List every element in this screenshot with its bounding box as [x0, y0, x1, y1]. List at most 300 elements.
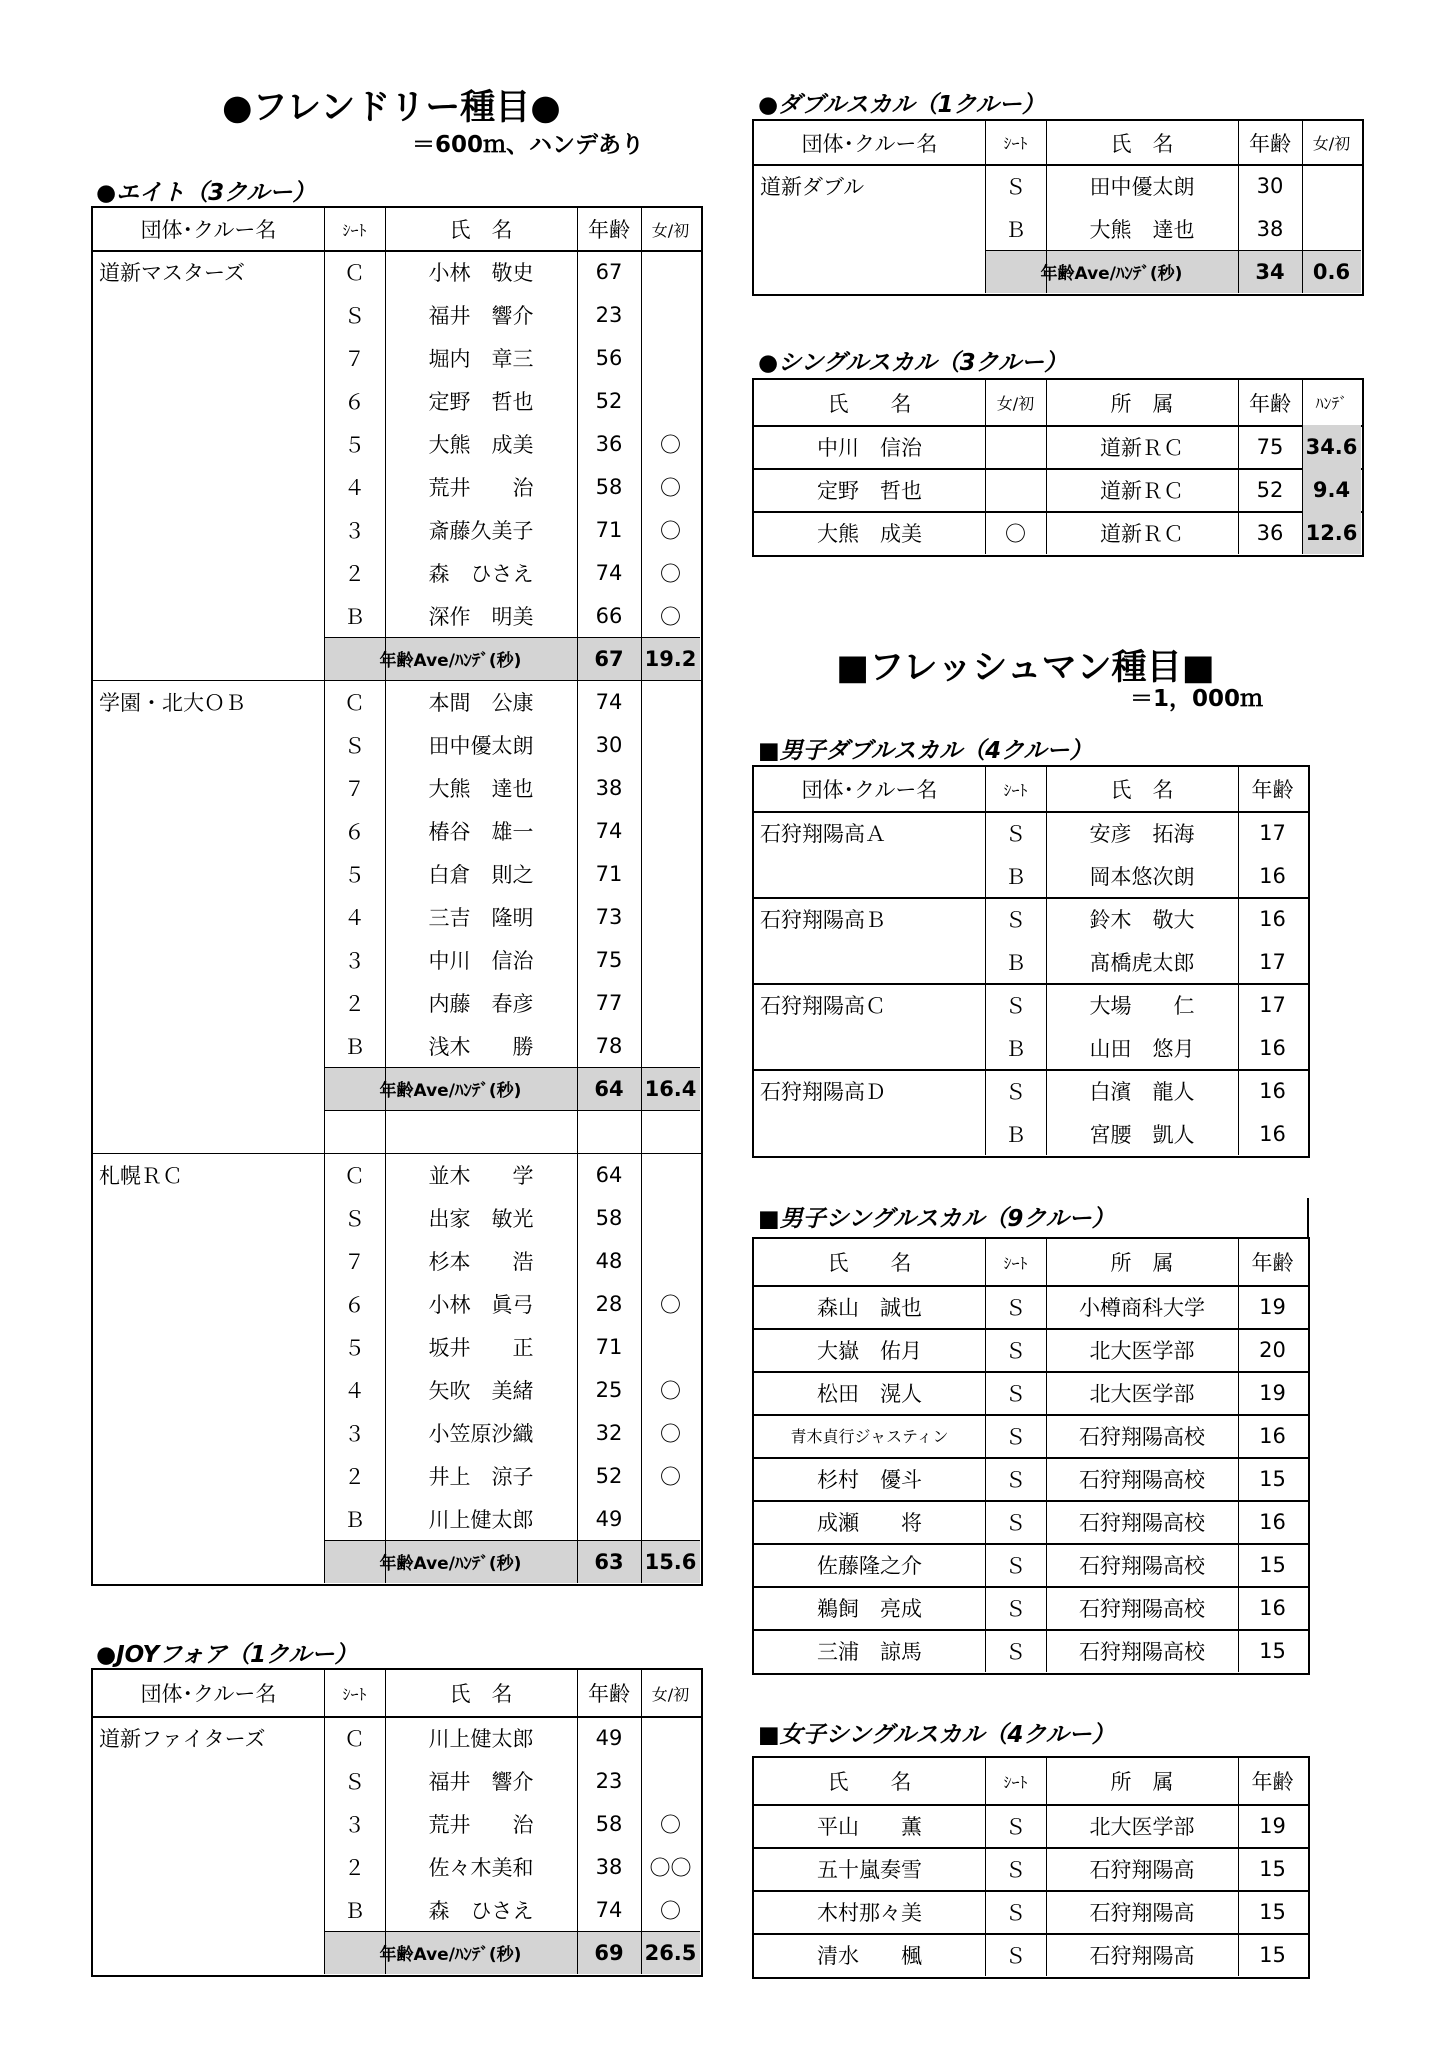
- eight-rower-name: 杉本 浩: [428, 1249, 534, 1274]
- eight-female-first: 〇: [660, 432, 681, 457]
- eight-seat: ４: [344, 475, 365, 500]
- eight-table: [91, 206, 703, 1586]
- joy-col-divider: [324, 1670, 325, 1974]
- men-double-rower-name: 安彦 拓海: [1089, 821, 1195, 846]
- eight-age: 58: [595, 474, 623, 499]
- eight-seat: ６: [344, 389, 365, 414]
- men-single-table: [752, 1237, 1310, 1675]
- joy-seat: ２: [344, 1855, 365, 1880]
- eight-header: ｼｰﾄ: [342, 220, 367, 240]
- eight-rower-name: 内藤 春彦: [428, 991, 534, 1016]
- women-single-club: 石狩翔陽高: [1089, 1857, 1195, 1882]
- men-single-age: 15: [1259, 1466, 1286, 1491]
- men-double-crew-name: 石狩翔陽高Ｄ: [760, 1079, 886, 1104]
- eight-rower-name: 坂井 正: [428, 1335, 534, 1360]
- double-header: 団体･クルー名: [801, 131, 938, 156]
- joy-rower-name: 福井 響介: [428, 1769, 534, 1794]
- eight-header: 氏 名: [449, 218, 513, 242]
- men-single-name: 大嶽 佑月: [817, 1338, 922, 1363]
- eight-rower-name: 並木 学: [428, 1163, 534, 1188]
- eight-ave-age: 64: [594, 1076, 624, 1101]
- eight-seat: Ｂ: [344, 1034, 365, 1059]
- eight-age: 78: [595, 1033, 623, 1058]
- single-age: 36: [1256, 520, 1284, 545]
- men-single-name: 青木貞行ジャスティン: [790, 1427, 949, 1446]
- eight-col-divider: [385, 208, 386, 1583]
- eight-crew-name: 道新マスターズ: [99, 260, 245, 285]
- single-name: 定野 哲也: [817, 478, 922, 503]
- single-female-first: 〇: [1005, 521, 1026, 546]
- men-single-col-divider: [985, 1239, 986, 1672]
- men-double-crew-name: 石狩翔陽高Ｂ: [760, 907, 886, 932]
- eight-seat: Ｓ: [344, 733, 365, 758]
- men-single-club: 石狩翔陽高校: [1079, 1553, 1205, 1578]
- joy-header: ｼｰﾄ: [342, 1684, 367, 1704]
- men-single-club: 北大医学部: [1089, 1381, 1195, 1406]
- eight-age: 66: [595, 603, 623, 628]
- men-single-age: 16: [1259, 1509, 1286, 1534]
- eight-age: 48: [595, 1248, 623, 1273]
- double-col-divider: [1046, 121, 1047, 293]
- eight-female-first: [641, 1196, 700, 1239]
- eight-age: 52: [595, 1463, 623, 1488]
- eight-female-first: 〇: [660, 475, 681, 500]
- double-header: ｼｰﾄ: [1003, 134, 1028, 153]
- men-double-header: 年齢: [1251, 778, 1294, 802]
- women-single-seat: Ｓ: [1005, 1943, 1026, 1968]
- joy-seat: Ｂ: [344, 1898, 365, 1923]
- men-double-header: ｼｰﾄ: [1003, 780, 1028, 800]
- men-single-club: 北大医学部: [1089, 1338, 1195, 1363]
- eight-age: 74: [595, 560, 623, 585]
- men-double-age: 16: [1259, 1078, 1286, 1103]
- eight-seat: ２: [344, 561, 365, 586]
- eight-header: 年齢: [588, 218, 630, 242]
- eight-female-first: [641, 723, 700, 766]
- eight-age: 74: [595, 818, 623, 843]
- eight-age: 58: [595, 1205, 623, 1230]
- double-seat: Ｂ: [1005, 217, 1026, 242]
- joy-age: 38: [595, 1854, 623, 1879]
- joy-female-first: [641, 1759, 700, 1802]
- men-single-seat: Ｓ: [1005, 1424, 1026, 1449]
- double-age: 38: [1256, 216, 1284, 241]
- men-double-rower-name: 大場 仁: [1089, 993, 1195, 1018]
- men-single-name: 三浦 諒馬: [817, 1639, 922, 1664]
- eight-seat: ７: [344, 346, 365, 371]
- eight-age: 38: [595, 775, 623, 800]
- men-single-name: 鵜飼 亮成: [817, 1596, 922, 1621]
- eight-section-label: ●エイト（3クルー）: [96, 180, 316, 206]
- eight-female-first: [641, 981, 700, 1024]
- single-age: 52: [1256, 477, 1284, 502]
- men-double-seat: Ｓ: [1005, 907, 1026, 932]
- double-seat: Ｓ: [1005, 174, 1026, 199]
- women-single-col-divider: [1046, 1758, 1047, 1976]
- eight-seat: ３: [344, 948, 365, 973]
- men-double-age: 17: [1259, 949, 1286, 974]
- women-single-header: 所 属: [1110, 1770, 1174, 1794]
- eight-header: 女/初: [651, 220, 690, 240]
- joy-rower-name: 佐々木美和: [428, 1855, 534, 1880]
- men-single-age: 15: [1259, 1638, 1286, 1663]
- men-single-club: 石狩翔陽高校: [1079, 1510, 1205, 1535]
- women-single-name: 平山 薫: [817, 1814, 922, 1839]
- single-age: 75: [1256, 434, 1284, 459]
- eight-rower-name: 小笠原沙織: [428, 1421, 534, 1446]
- men-double-seat: Ｓ: [1005, 821, 1026, 846]
- men-double-rower-name: 白濱 龍人: [1089, 1079, 1195, 1104]
- single-col-divider: [1302, 380, 1303, 554]
- double-female-first: [1302, 164, 1361, 207]
- double-crew-name: 道新ダブル: [760, 174, 865, 199]
- joy-seat: ３: [344, 1812, 365, 1837]
- men-single-seat: Ｓ: [1005, 1338, 1026, 1363]
- men-double-age: 16: [1259, 863, 1286, 888]
- eight-rower-name: 川上健太郎: [428, 1507, 534, 1532]
- men-double-rower-name: 宮腰 凱人: [1089, 1122, 1195, 1147]
- joy-header: 氏 名: [449, 1682, 513, 1706]
- joy-crew-name: 道新ファイターズ: [99, 1726, 266, 1751]
- eight-seat: ３: [344, 518, 365, 543]
- men-single-club: 石狩翔陽高校: [1079, 1467, 1205, 1492]
- single-club: 道新ＲＣ: [1100, 478, 1184, 503]
- single-header: 氏 名: [827, 391, 912, 416]
- eight-ave-age: 67: [594, 646, 624, 671]
- women-single-name: 木村那々美: [817, 1900, 922, 1925]
- eight-rower-name: 小林 眞弓: [428, 1292, 534, 1317]
- eight-seat: Ｃ: [344, 1163, 365, 1188]
- double-col-divider: [1238, 121, 1239, 293]
- eight-seat: ４: [344, 905, 365, 930]
- double-rower-name: 大熊 達也: [1089, 217, 1195, 242]
- decor-stub-line: [1307, 1198, 1309, 1238]
- eight-rower-name: 中川 信治: [428, 948, 534, 973]
- double-header: 女/初: [1312, 134, 1351, 153]
- women-single-header: 氏 名: [827, 1770, 912, 1794]
- eight-seat: ７: [344, 776, 365, 801]
- eight-seat: Ｂ: [344, 1507, 365, 1532]
- joy-ave-label: 年齢Ave/ﾊﾝﾃﾞ(秒): [379, 1945, 522, 1965]
- eight-age: 75: [595, 947, 623, 972]
- eight-seat: ３: [344, 1421, 365, 1446]
- friendly-subtitle: ＝600ｍ、ハンデあり: [412, 132, 645, 158]
- men-double-rower-name: 岡本悠次朗: [1089, 864, 1195, 889]
- women-single-seat: Ｓ: [1005, 1814, 1026, 1839]
- eight-female-first: [641, 680, 700, 723]
- joy-rower-name: 森 ひさえ: [428, 1898, 534, 1923]
- eight-row-divider: [324, 1110, 700, 1111]
- men-single-club: 石狩翔陽高校: [1079, 1424, 1205, 1449]
- double-rower-name: 田中優太朗: [1089, 174, 1195, 199]
- freshman-title: ■フレッシュマン種目■: [836, 648, 1215, 688]
- women-single-club: 石狩翔陽高: [1089, 1900, 1195, 1925]
- women-single-name: 五十嵐奏雪: [817, 1857, 922, 1882]
- eight-col-divider: [324, 208, 325, 1583]
- men-double-age: 17: [1259, 820, 1286, 845]
- men-double-crew-name: 石狩翔陽高Ａ: [760, 821, 886, 846]
- eight-rower-name: 大熊 成美: [428, 432, 534, 457]
- men-double-col-divider: [1046, 767, 1047, 1155]
- joy-female-first: 〇: [660, 1898, 681, 1923]
- friendly-title: ●フレンドリー種目●: [222, 88, 561, 128]
- men-double-age: 17: [1259, 992, 1286, 1017]
- eight-rower-name: 出家 敏光: [428, 1206, 534, 1231]
- joy-seat: Ｃ: [344, 1726, 365, 1751]
- eight-female-first: [641, 809, 700, 852]
- joy-col-divider: [385, 1670, 386, 1974]
- eight-age: 73: [595, 904, 623, 929]
- eight-female-first: [641, 1239, 700, 1282]
- men-single-seat: Ｓ: [1005, 1381, 1026, 1406]
- double-table: [752, 119, 1364, 296]
- eight-rower-name: 堀内 章三: [428, 346, 534, 371]
- single-section-label: ●シングルスカル（3クルー）: [758, 350, 1067, 376]
- men-single-seat: Ｓ: [1005, 1639, 1026, 1664]
- men-double-age: 16: [1259, 1035, 1286, 1060]
- eight-age: 77: [595, 990, 623, 1015]
- eight-age: 74: [595, 689, 623, 714]
- men-single-age: 16: [1259, 1423, 1286, 1448]
- men-single-club: 石狩翔陽高校: [1079, 1596, 1205, 1621]
- eight-crew-name: 札幌ＲＣ: [99, 1163, 183, 1188]
- eight-female-first: [641, 379, 700, 422]
- men-double-header: 氏 名: [1110, 778, 1174, 802]
- eight-rower-name: 浅木 勝: [428, 1034, 534, 1059]
- men-double-age: 16: [1259, 906, 1286, 931]
- single-female-first: [985, 468, 1046, 511]
- eight-age: 49: [595, 1506, 623, 1531]
- women-single-col-divider: [985, 1758, 986, 1976]
- men-single-col-divider: [1238, 1239, 1239, 1672]
- eight-rower-name: 荒井 治: [428, 475, 534, 500]
- men-single-header: 氏 名: [827, 1251, 912, 1275]
- single-hande: 9.4: [1312, 477, 1351, 502]
- men-single-age: 19: [1259, 1294, 1286, 1319]
- eight-rower-name: 斎藤久美子: [428, 518, 534, 543]
- single-col-divider: [1046, 380, 1047, 554]
- men-single-age: 20: [1259, 1337, 1286, 1362]
- men-single-name: 成瀬 将: [817, 1510, 922, 1535]
- men-single-seat: Ｓ: [1005, 1295, 1026, 1320]
- single-hande: 12.6: [1305, 520, 1358, 545]
- men-single-seat: Ｓ: [1005, 1553, 1026, 1578]
- women-single-header: 年齢: [1251, 1770, 1294, 1794]
- eight-col-divider: [577, 208, 578, 1583]
- eight-rower-name: 森 ひさえ: [428, 561, 534, 586]
- eight-seat: Ｂ: [344, 604, 365, 629]
- joy-col-divider: [641, 1670, 642, 1974]
- eight-age: 64: [595, 1162, 623, 1187]
- men-single-name: 森山 誠也: [817, 1295, 922, 1320]
- men-single-seat: Ｓ: [1005, 1510, 1026, 1535]
- women-single-age: 15: [1259, 1856, 1286, 1881]
- eight-seat: Ｓ: [344, 303, 365, 328]
- eight-crew-name: 学園・北大ＯＢ: [99, 690, 246, 715]
- eight-header: 団体･クルー名: [140, 218, 277, 242]
- men-double-seat: Ｂ: [1005, 950, 1026, 975]
- men-single-section-label: ■男子シングルスカル（9クルー）: [758, 1206, 1115, 1232]
- eight-ave-hande: 19.2: [644, 646, 697, 671]
- single-club: 道新ＲＣ: [1100, 435, 1184, 460]
- eight-female-first: [641, 1325, 700, 1368]
- joy-age: 74: [595, 1897, 623, 1922]
- double-header: 氏 名: [1110, 131, 1174, 156]
- women-single-seat: Ｓ: [1005, 1857, 1026, 1882]
- double-header: 年齢: [1249, 131, 1291, 156]
- joy-ave-age: 69: [594, 1940, 624, 1965]
- eight-seat: ５: [344, 862, 365, 887]
- joy-header: 団体･クルー名: [140, 1682, 277, 1706]
- eight-female-first: [641, 250, 700, 293]
- men-single-age: 19: [1259, 1380, 1286, 1405]
- eight-ave-age: 63: [594, 1549, 624, 1574]
- men-single-name: 佐藤隆之介: [817, 1553, 922, 1578]
- joy-section-label: ●JOYフォア（1クルー）: [96, 1642, 358, 1668]
- eight-age: 25: [595, 1377, 623, 1402]
- men-single-seat: Ｓ: [1005, 1596, 1026, 1621]
- men-single-age: 16: [1259, 1595, 1286, 1620]
- single-name: 中川 信治: [817, 435, 922, 460]
- women-single-age: 15: [1259, 1942, 1286, 1967]
- eight-female-first: 〇: [660, 561, 681, 586]
- eight-rower-name: 定野 哲也: [428, 389, 534, 414]
- double-age: 30: [1256, 173, 1284, 198]
- men-single-age: 15: [1259, 1552, 1286, 1577]
- men-double-section-label: ■男子ダブルスカル（4クルー）: [758, 738, 1093, 764]
- joy-header: 女/初: [651, 1684, 690, 1704]
- men-double-seat: Ｂ: [1005, 864, 1026, 889]
- eight-ave-hande: 16.4: [644, 1076, 697, 1101]
- eight-age: 71: [595, 861, 623, 886]
- women-single-name: 清水 楓: [817, 1943, 922, 1968]
- men-double-col-divider: [985, 767, 986, 1155]
- single-hande: 34.6: [1305, 434, 1358, 459]
- eight-seat: ６: [344, 1292, 365, 1317]
- double-ave-age: 34: [1255, 259, 1285, 284]
- eight-age: 36: [595, 431, 623, 456]
- eight-seat: ２: [344, 1464, 365, 1489]
- double-ave-label: 年齢Ave/ﾊﾝﾃﾞ(秒): [1040, 264, 1183, 284]
- men-double-rower-name: 髙橋虎太郎: [1089, 950, 1195, 975]
- men-single-col-divider: [1046, 1239, 1047, 1672]
- single-club: 道新ＲＣ: [1100, 521, 1184, 546]
- women-single-club: 北大医学部: [1089, 1814, 1195, 1839]
- eight-ave-label: 年齢Ave/ﾊﾝﾃﾞ(秒): [379, 1081, 522, 1101]
- eight-ave-hande: 15.6: [644, 1549, 697, 1574]
- eight-age: 30: [595, 732, 623, 757]
- men-single-club: 小樽商科大学: [1079, 1295, 1205, 1320]
- men-double-age: 16: [1259, 1121, 1286, 1146]
- women-single-age: 15: [1259, 1899, 1286, 1924]
- men-single-header: 所 属: [1110, 1251, 1174, 1275]
- men-single-name: 杉村 優斗: [817, 1467, 922, 1492]
- eight-ave-label: 年齢Ave/ﾊﾝﾃﾞ(秒): [379, 651, 522, 671]
- joy-female-first: 〇〇: [649, 1855, 692, 1880]
- eight-rower-name: 福井 響介: [428, 303, 534, 328]
- eight-rower-name: 田中優太朗: [428, 733, 534, 758]
- eight-female-first: [641, 938, 700, 981]
- eight-rower-name: 大熊 達也: [428, 776, 534, 801]
- eight-rower-name: 深作 明美: [428, 604, 534, 629]
- men-double-rower-name: 鈴木 敬大: [1089, 907, 1195, 932]
- single-female-first: [985, 425, 1046, 468]
- women-single-header: ｼｰﾄ: [1003, 1772, 1028, 1792]
- men-double-col-divider: [1238, 767, 1239, 1155]
- men-double-seat: Ｂ: [1005, 1036, 1026, 1061]
- eight-female-first: 〇: [660, 1421, 681, 1446]
- joy-table: [91, 1668, 703, 1977]
- eight-female-first: 〇: [660, 604, 681, 629]
- eight-age: 52: [595, 388, 623, 413]
- eight-age: 28: [595, 1291, 623, 1316]
- men-double-seat: Ｓ: [1005, 1079, 1026, 1104]
- men-double-seat: Ｓ: [1005, 993, 1026, 1018]
- eight-age: 71: [595, 517, 623, 542]
- women-single-club: 石狩翔陽高: [1089, 1943, 1195, 1968]
- eight-female-first: [641, 1497, 700, 1540]
- eight-rower-name: 小林 敬史: [428, 260, 534, 285]
- eight-seat: ７: [344, 1249, 365, 1274]
- single-col-divider: [1238, 380, 1239, 554]
- joy-rower-name: 荒井 治: [428, 1812, 534, 1837]
- joy-age: 49: [595, 1725, 623, 1750]
- double-col-divider: [985, 121, 986, 293]
- eight-rower-name: 本間 公康: [428, 690, 534, 715]
- men-double-rower-name: 山田 悠月: [1089, 1036, 1195, 1061]
- women-single-seat: Ｓ: [1005, 1900, 1026, 1925]
- men-single-header: 年齢: [1251, 1251, 1294, 1275]
- eight-age: 71: [595, 1334, 623, 1359]
- eight-female-first: [641, 1153, 700, 1196]
- women-single-age: 19: [1259, 1813, 1286, 1838]
- joy-age: 23: [595, 1768, 623, 1793]
- eight-seat: ４: [344, 1378, 365, 1403]
- men-single-name: 松田 滉人: [817, 1381, 922, 1406]
- eight-rower-name: 矢吹 美緒: [428, 1378, 534, 1403]
- single-header: ﾊﾝﾃﾞ: [1315, 394, 1348, 413]
- eight-col-divider: [641, 208, 642, 1583]
- eight-seat: ５: [344, 432, 365, 457]
- eight-age: 56: [595, 345, 623, 370]
- eight-female-first: 〇: [660, 1378, 681, 1403]
- single-header: 女/初: [996, 394, 1035, 413]
- eight-female-first: 〇: [660, 1464, 681, 1489]
- joy-rower-name: 川上健太郎: [428, 1726, 534, 1751]
- men-single-header: ｼｰﾄ: [1003, 1253, 1028, 1273]
- eight-rower-name: 井上 涼子: [428, 1464, 534, 1489]
- eight-rower-name: 椿谷 雄一: [428, 819, 534, 844]
- eight-seat: ６: [344, 819, 365, 844]
- eight-rower-name: 三吉 隆明: [428, 905, 534, 930]
- eight-female-first: 〇: [660, 518, 681, 543]
- single-header: 所 属: [1110, 391, 1174, 416]
- eight-age: 23: [595, 302, 623, 327]
- eight-seat: ２: [344, 991, 365, 1016]
- single-table: [752, 378, 1364, 557]
- men-double-crew-name: 石狩翔陽高Ｃ: [760, 993, 886, 1018]
- women-single-table: [752, 1756, 1310, 1979]
- joy-ave-hande: 26.5: [644, 1940, 697, 1965]
- freshman-subtitle: ＝1，000ｍ: [1130, 686, 1264, 712]
- eight-seat: Ｓ: [344, 1206, 365, 1231]
- eight-female-first: [641, 766, 700, 809]
- joy-age: 58: [595, 1811, 623, 1836]
- eight-age: 32: [595, 1420, 623, 1445]
- eight-female-first: [641, 336, 700, 379]
- single-name: 大熊 成美: [817, 521, 922, 546]
- eight-rower-name: 白倉 則之: [428, 862, 534, 887]
